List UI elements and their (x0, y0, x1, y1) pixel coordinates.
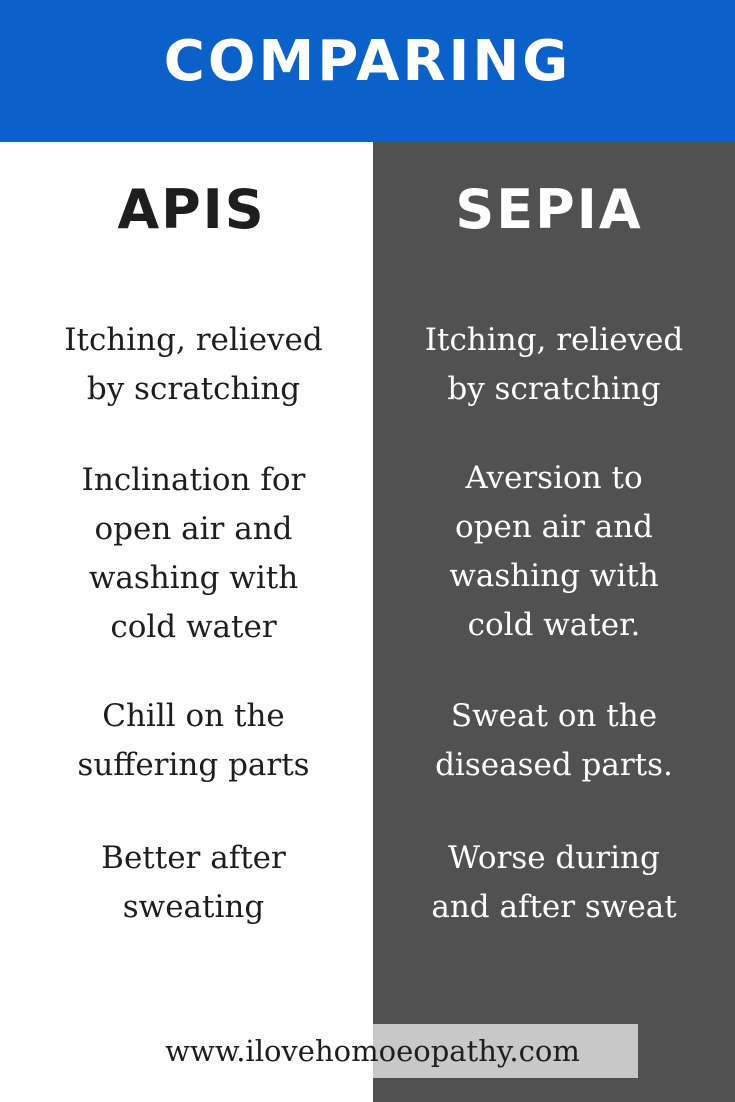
website-url: www.ilovehomoeopathy.com (165, 1034, 580, 1068)
item-line: open air and (94, 511, 293, 547)
item-line: Itching, relieved (424, 322, 684, 358)
apis-item-sweating (0, 834, 373, 932)
item-line: by scratching (447, 371, 661, 407)
item-line: by scratching (86, 371, 301, 407)
sepia-item-itching (373, 316, 735, 414)
item-line: Sweat on the (450, 698, 658, 734)
apis-column (0, 142, 373, 1102)
apis-item-itching (0, 316, 373, 414)
apis-item-chill (0, 692, 373, 790)
sepia-item-sweat (373, 692, 735, 790)
header-banner (0, 0, 735, 142)
item-line: diseased parts. (435, 747, 673, 783)
item-line: Chill on the (102, 698, 285, 734)
item-line: and after sweat (431, 889, 677, 925)
item-line: washing with (88, 560, 299, 596)
sepia-item-worse (373, 834, 735, 932)
apis-heading: APIS (117, 178, 266, 241)
item-line: Worse during (448, 840, 660, 876)
item-line: suffering parts (77, 747, 310, 783)
page-title: COMPARING (163, 28, 572, 94)
item-line: open air and (454, 509, 654, 545)
item-line: washing with (449, 558, 659, 594)
sepia-column (373, 142, 735, 1102)
sepia-item-open-air (373, 454, 735, 650)
item-line: Better after (101, 840, 286, 876)
sepia-heading: SEPIA (455, 178, 643, 241)
item-line: Inclination for (81, 462, 306, 498)
item-line: sweating (122, 889, 265, 925)
apis-item-open-air (0, 456, 373, 652)
item-line: cold water. (467, 607, 641, 643)
item-line: Itching, relieved (64, 322, 323, 358)
item-line: Aversion to (465, 460, 643, 496)
item-line: cold water (110, 609, 277, 645)
